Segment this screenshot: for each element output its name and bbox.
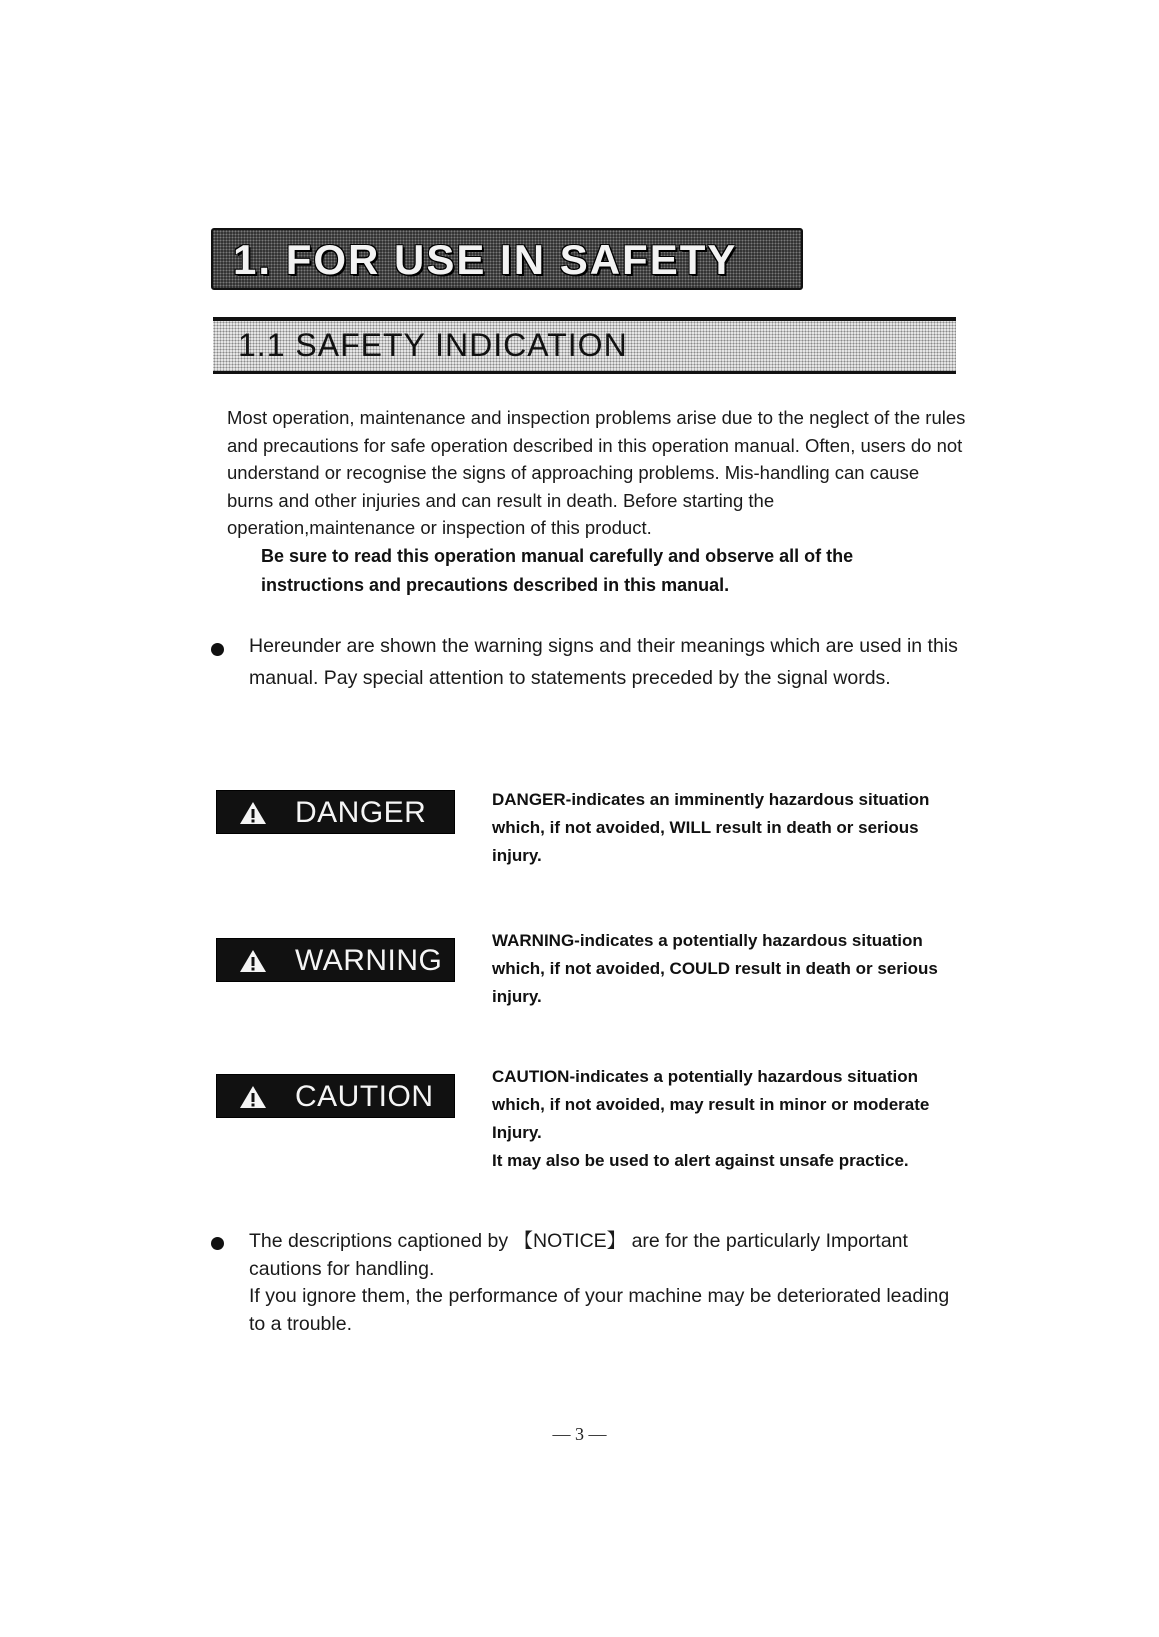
danger-description-text: DANGER-indicates an imminently hazardous situation which, if not avoided, WILL result in death or serious injury. <box>492 790 930 865</box>
caution-description-text: CAUTION-indicates a potentially hazardous situation which, if not avoided, may result in minor or moderate Injury. <box>492 1067 930 1142</box>
notice-line-2: If you ignore them, the performance of your machine may be deteriorated leading to a trouble. <box>249 1285 950 1335</box>
caution-description-extra: It may also be used to alert against unsafe practice. <box>492 1151 909 1170</box>
bullet-dot <box>211 1237 224 1250</box>
warning-description <box>492 927 962 1011</box>
bullet-notice-text <box>249 1228 964 1338</box>
danger-label <box>216 790 455 834</box>
warning-label <box>216 938 455 982</box>
warning-triangle-icon <box>239 1085 267 1109</box>
notice-line-1: The descriptions captioned by 【NOTICE】 are for the particularly Important cautions for handling. <box>249 1230 908 1280</box>
intro-emphasis: Be sure to read this operation manual carefully and observe all of the instructions and precautions described in this manual. <box>261 546 854 595</box>
section-rule-bottom <box>213 371 956 374</box>
bullet-dot <box>211 643 224 656</box>
warning-triangle-icon <box>239 949 267 973</box>
warning-description-text: WARNING-indicates a potentially hazardous situation which, if not avoided, COULD result in death or serious injury. <box>492 931 938 1006</box>
section-title: 1.1 SAFETY INDICATION <box>238 327 628 363</box>
bullet-signs-text: Hereunder are shown the warning signs and their meanings which are used in this manual. Pay special attention to statements preceded by the signal words. <box>249 635 958 689</box>
danger-description <box>492 786 962 870</box>
chapter-title: 1. FOR USE IN SAFETY <box>233 236 738 283</box>
caution-word: CAUTION <box>295 1080 434 1113</box>
caution-description <box>492 1063 962 1175</box>
page-number: — 3 — <box>552 1424 607 1444</box>
danger-word: DANGER <box>295 796 427 829</box>
warning-word: WARNING <box>295 944 443 977</box>
caution-label <box>216 1074 455 1118</box>
intro-paragraph: Most operation, maintenance and inspection problems arise due to the neglect of the rules and precautions for safe operation described in this operation manual. Often, users do not understand or recognise the signs of approaching problems. Mis-handling can cause burns and other injuries and can result in death. Before starting the operation,maintenance or inspection of this product. <box>227 407 966 538</box>
chapter-title-banner <box>211 228 803 290</box>
warning-triangle-icon <box>239 801 267 825</box>
